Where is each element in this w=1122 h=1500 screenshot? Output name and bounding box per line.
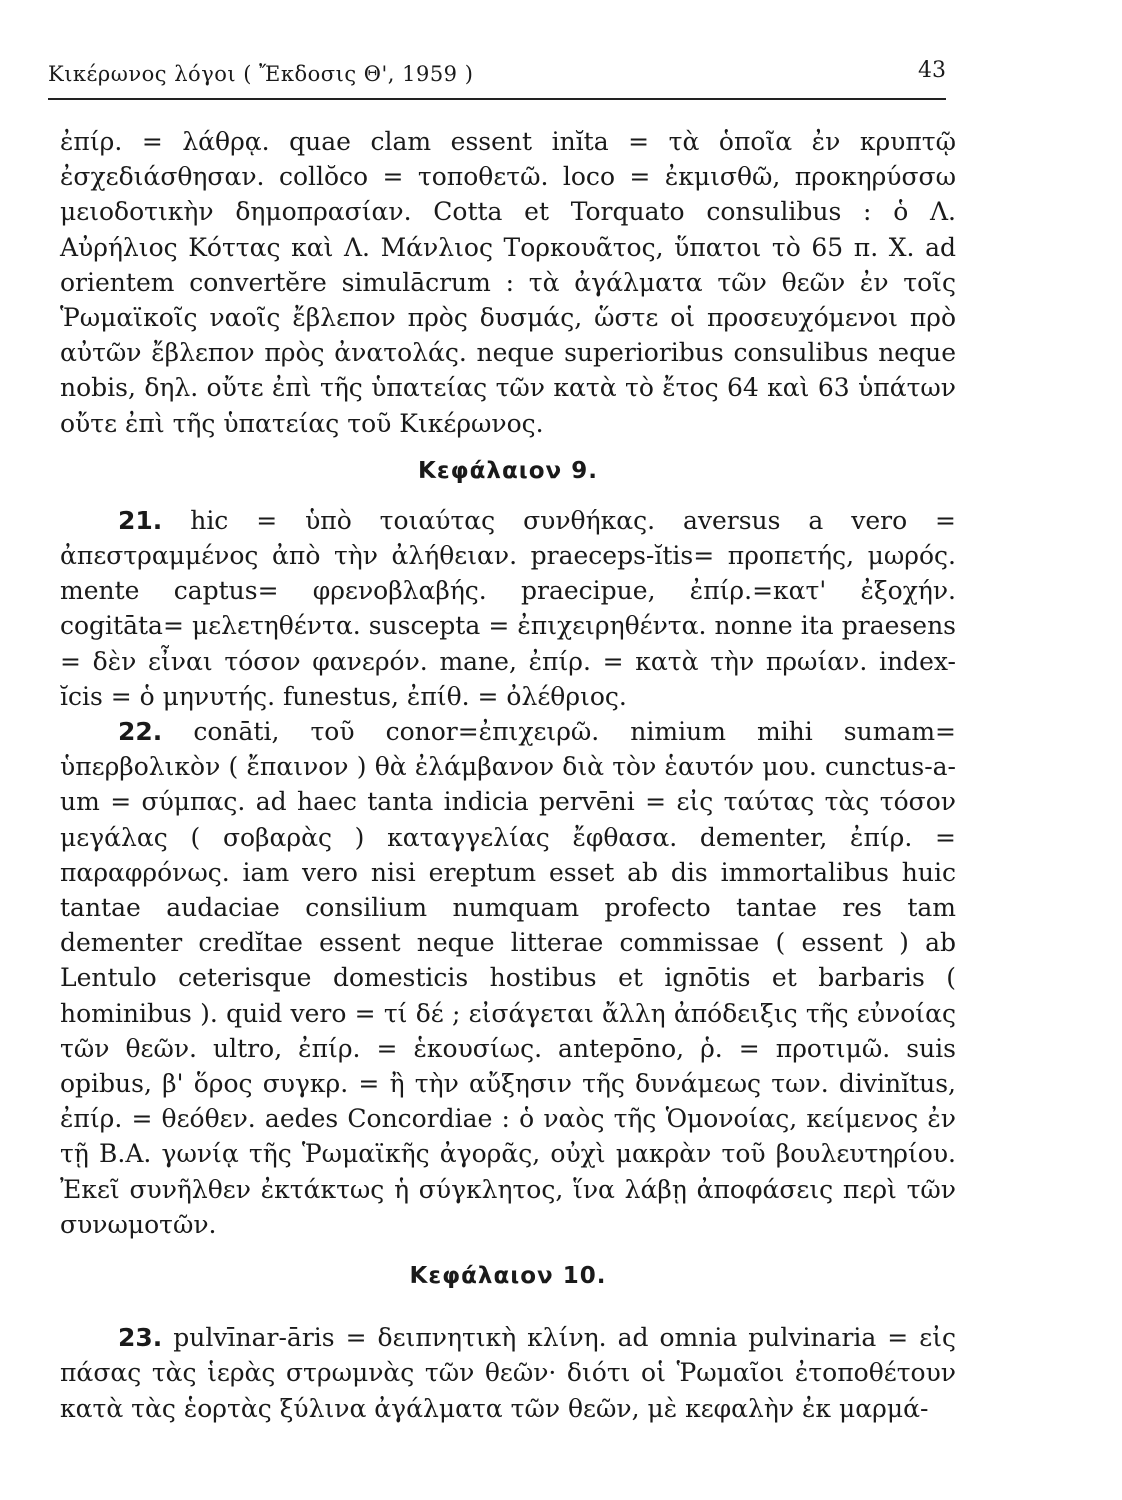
section-21-text: hic = ὑπὸ τοιαύτας συνθήκας. aversus a vero = ἀπεστραμμένος ἀπὸ τὴν ἀλήθειαν. praeceps-ĭtis= προπετής, μωρός. mente captus= φρενοβλαβής. praecipue, ἐπίρ.=κατ' ἐξοχήν. cogitāta= μελετηθέντα. suscepta = ἐπιχειρηθέντα. nonne ita praesens = δὲν εἶναι τόσον φανερόν. mane, ἐπίρ. = κατὰ τὴν πρωίαν. index-ĭcis = ὁ μηνυτής. funestus, ἐπίθ. = ὀλέθριος.: [60, 505, 956, 711]
section-22-paragraph: [60, 714, 956, 1242]
section-23-paragraph: [60, 1320, 956, 1426]
section-number-23: 23.: [118, 1323, 163, 1353]
page-body: [60, 124, 956, 1426]
chapter-heading-9: Κεφάλαιον 9.: [418, 457, 598, 484]
chapter-heading-10: Κεφάλαιον 10.: [409, 1263, 607, 1290]
running-header: [48, 58, 946, 100]
page-number: 43: [918, 58, 946, 83]
section-21-paragraph: [60, 503, 956, 714]
section-number-22: 22.: [118, 717, 163, 747]
section-23-text: pulvīnar-āris = δειπνητικὴ κλίνη. ad omnia pulvinaria = εἰς πάσας τὰς ἱερὰς στρωμνὰς τῶν θεῶν· διότι οἱ Ῥωμαῖοι ἐτοποθέτουν κατὰ τὰς ἑορτὰς ξύλινα ἀγάλματα τῶν θεῶν, μὲ κεφαλὴν ἐκ μαρμά-: [60, 1323, 956, 1423]
section-22-text: conāti, τοῦ conor=ἐπιχειρῶ. nimium mihi sumam= ὑπερβολικὸν ( ἔπαινον ) θὰ ἐλάμβανον διὰ τὸν ἑαυτόν μου. cunctus-a-um = σύμπας. ad haec tanta indicia pervēni = εἰς ταύτας τὰς τόσον μεγάλας ( σοβαρὰς ) καταγγελίας ἔφθασα. dementer, ἐπίρ. = παραφρόνως. iam vero nisi ereptum esset ab dis immortalibus huic tantae audaciae consilium numquam profecto tantae res tam dementer credĭtae essent neque litterae commissae ( essent ) ab Lentulo ceterisque domesticis hostibus et ignōtis et barbaris ( hominibus ). quid vero = τί δέ ; εἰσάγεται ἄλλη ἀπόδειξις τῆς εὐνοίας τῶν θεῶν. ultro, ἐπίρ. = ἑκουσίως. antepōno, ῥ. = προτιμῶ. suis opibus, β' ὅρος συγκρ. = ἢ τὴν αὔξησιν τῆς δυνάμεως των. divinĭtus, ἐπίρ. = θεόθεν. aedes Concordiae : ὁ ναὸς τῆς Ὁμονοίας, κείμενος ἐν τῇ Β.Α. γωνίᾳ τῆς Ῥωμαϊκῆς ἀγορᾶς, οὐχὶ μακρὰν τοῦ βουλευτηρίου. Ἐκεῖ συνῆλθεν ἐκτάκτως ἡ σύγκλητος, ἵνα λάβῃ ἀποφάσεις περὶ τῶν συνωμοτῶν.: [60, 717, 956, 1239]
intro-paragraph: ἐπίρ. = λάθρᾳ. quae clam essent inĭta = τὰ ὁποῖα ἐν κρυπτῷ ἐσχεδιάσθησαν. collŏco = τοποθετῶ. loco = ἐκμισθῶ, προκηρύσσω μειοδοτικὴν δημοπρασίαν. Cotta et Torquato consulibus : ὁ Λ. Αὐρήλιος Κόττας καὶ Λ. Μάνλιος Τορκουᾶτος, ὕπατοι τὸ 65 π. Χ. ad orientem convertĕre simulācrum : τὰ ἀγάλματα τῶν θεῶν ἐν τοῖς Ῥωμαϊκοῖς ναοῖς ἔβλεπον πρὸς δυσμάς, ὥστε οἱ προσευχόμενοι πρὸ αὐτῶν ἔβλεπον πρὸς ἀνατολάς. neque superioribus consulibus neque nobis, δηλ. οὔτε ἐπὶ τῆς ὑπατείας τῶν κατὰ τὸ ἔτος 64 καὶ 63 ὑπάτων οὔτε ἐπὶ τῆς ὑπατείας τοῦ Κικέρωνος.: [60, 127, 956, 438]
running-title: Κικέρωνος λόγοι ( Ἔκδοσις Θ', 1959 ): [48, 62, 474, 86]
section-number-21: 21.: [118, 505, 163, 535]
